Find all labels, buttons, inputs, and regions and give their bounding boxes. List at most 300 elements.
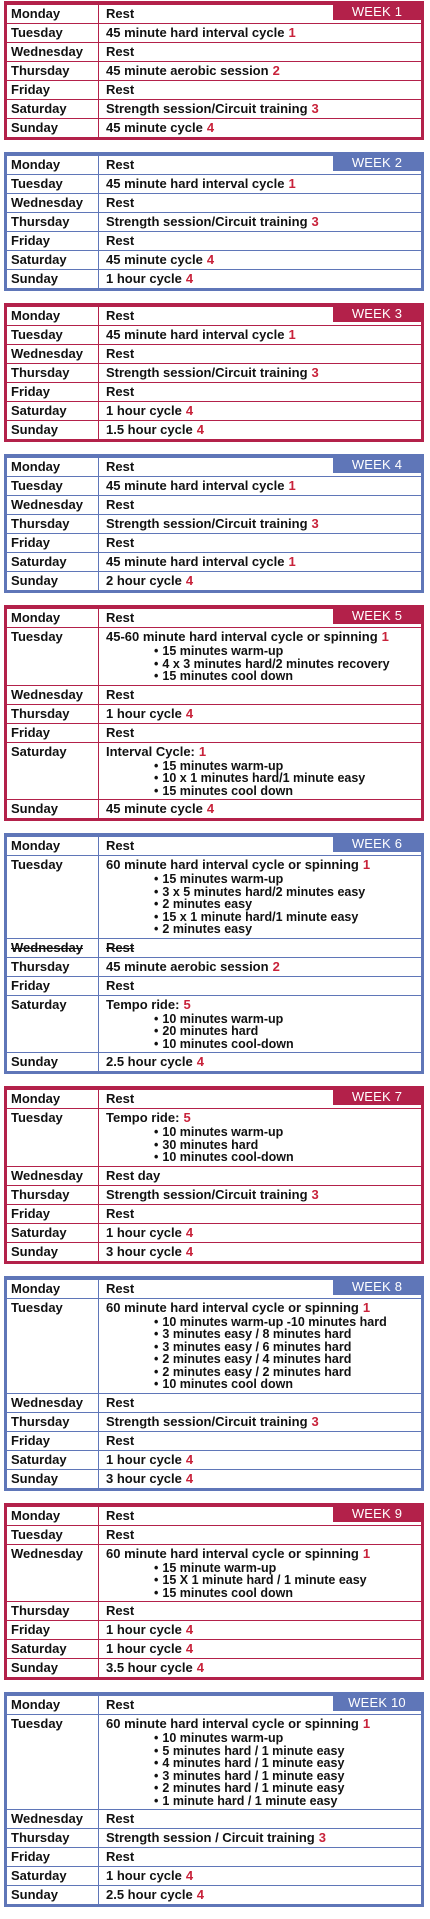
activity-text: Strength session/Circuit training (106, 1186, 308, 1202)
activity-text: Rest (106, 1205, 135, 1221)
day-name: Sunday (7, 1886, 99, 1904)
interval-list (106, 1732, 414, 1807)
session-type-number: 4 (206, 801, 215, 816)
day-name: Saturday (7, 1224, 99, 1242)
day-row (7, 533, 421, 552)
week-panel (4, 1503, 424, 1681)
session-type-number: 4 (185, 1451, 194, 1467)
activity-cell (99, 1470, 421, 1488)
day-row (7, 627, 421, 685)
interval-item: • 10 minutes warm-up (154, 1126, 414, 1139)
session-type-number: 3 (318, 1830, 326, 1845)
activity-text: 45 minute cycle (106, 252, 203, 267)
activity-text: Rest (106, 724, 135, 740)
activity-cell (99, 977, 421, 995)
activity-cell (99, 383, 421, 401)
activity-cell (99, 1413, 421, 1431)
interval-item: • 2 minutes hard / 1 minute easy (154, 1782, 414, 1795)
activity-cell (99, 686, 421, 704)
interval-item: • 2 minutes easy (154, 923, 414, 936)
activity-cell (99, 1848, 421, 1866)
activity-cell (99, 800, 421, 818)
interval-item: • 3 minutes easy / 8 minutes hard (154, 1328, 414, 1341)
activity-text: Rest (106, 1811, 135, 1826)
day-name: Thursday (7, 705, 99, 723)
week-badge: WEEK 9 (333, 1506, 421, 1522)
activity-text: 60 minute hard interval cycle or spinning (106, 1716, 359, 1731)
activity-text: Rest (106, 535, 135, 550)
day-row (7, 401, 421, 420)
day-name: Wednesday (7, 686, 99, 704)
day-row (7, 1828, 421, 1847)
activity-cell (99, 100, 421, 118)
activity-cell (99, 270, 421, 288)
session-type-number: 4 (185, 1243, 194, 1259)
day-name: Monday (7, 1696, 99, 1714)
session-type-number: 4 (196, 1054, 204, 1069)
activity-text: 1 hour cycle (106, 1641, 182, 1656)
day-name: Wednesday (7, 1810, 99, 1828)
day-name: Saturday (7, 251, 99, 269)
day-row (7, 42, 421, 61)
activity-text: 60 minute hard interval cycle or spinning (106, 857, 359, 872)
session-type-number: 2 (272, 958, 280, 974)
activity-text: Interval Cycle: (106, 743, 195, 759)
activity-text: 45 minute hard interval cycle (106, 327, 285, 342)
activity-text: Rest (106, 195, 135, 210)
session-type-number: 3 (311, 101, 319, 116)
activity-cell (99, 1432, 421, 1450)
day-row (7, 1185, 421, 1204)
day-name: Saturday (7, 1640, 99, 1658)
activity-cell (99, 1243, 421, 1261)
day-name: Monday (7, 5, 99, 23)
week-badge: WEEK 3 (333, 306, 421, 322)
interval-item: • 3 minutes hard / 1 minute easy (154, 1770, 414, 1783)
session-type-number: 4 (185, 403, 194, 418)
week-badge: WEEK 6 (333, 836, 421, 852)
interval-item: • 15 x 1 minute hard/1 minute easy (154, 911, 414, 924)
activity-text: Strength session/Circuit training (106, 101, 308, 116)
day-row (7, 1223, 421, 1242)
session-type-number: 3 (311, 516, 319, 531)
interval-list (106, 1316, 414, 1391)
activity-cell (99, 345, 421, 363)
day-name: Saturday (7, 553, 99, 571)
interval-item: • 3 minutes easy / 6 minutes hard (154, 1341, 414, 1354)
day-row (7, 269, 421, 288)
activity-cell (99, 1640, 421, 1658)
activity-cell (99, 213, 421, 231)
day-name: Tuesday (7, 1299, 99, 1393)
day-row (7, 1885, 421, 1904)
day-name: Friday (7, 534, 99, 552)
activity-cell (99, 232, 421, 250)
day-name: Monday (7, 837, 99, 855)
interval-list (106, 1126, 414, 1164)
activity-cell (99, 251, 421, 269)
activity-cell (99, 1545, 421, 1602)
day-row (7, 704, 421, 723)
day-row (7, 344, 421, 363)
day-row (7, 420, 421, 439)
session-type-number: 1 (288, 176, 296, 191)
activity-text: Rest (106, 82, 135, 97)
day-row (7, 1525, 421, 1544)
interval-list (106, 873, 414, 936)
session-type-number: 3 (311, 214, 319, 229)
activity-text: Rest (106, 939, 135, 955)
day-name: Sunday (7, 1243, 99, 1261)
day-name: Saturday (7, 100, 99, 118)
day-name: Saturday (7, 1451, 99, 1469)
day-name: Friday (7, 724, 99, 742)
day-row (7, 250, 421, 269)
day-name: Wednesday (7, 1394, 99, 1412)
interval-item: • 2 minutes easy / 2 minutes hard (154, 1366, 414, 1379)
week-badge: WEEK 5 (333, 608, 421, 624)
week-panel (4, 454, 424, 593)
activity-text: Tempo ride: (106, 996, 180, 1012)
activity-text: 1 hour cycle (106, 1622, 182, 1637)
day-name: Saturday (7, 996, 99, 1053)
activity-cell (99, 1394, 421, 1412)
session-type-number: 3 (311, 1186, 319, 1202)
activity-cell (99, 705, 421, 723)
activity-text: Rest (106, 1091, 135, 1106)
activity-cell (99, 1186, 421, 1204)
activity-cell (99, 996, 421, 1053)
interval-item: • 15 minutes cool down (154, 1587, 414, 1600)
activity-text: Rest (106, 1526, 135, 1542)
day-name: Thursday (7, 364, 99, 382)
week-badge: WEEK 8 (333, 1279, 421, 1295)
interval-item: • 4 minutes hard / 1 minute easy (154, 1757, 414, 1770)
activity-cell (99, 1526, 421, 1544)
session-type-number: 4 (185, 1641, 194, 1656)
activity-text: Rest (106, 1280, 135, 1296)
activity-text: Rest (106, 1507, 135, 1523)
day-row (7, 325, 421, 344)
week-badge: WEEK 4 (333, 457, 421, 473)
week-badge: WEEK 2 (333, 155, 421, 171)
day-row (7, 80, 421, 99)
day-row (7, 799, 421, 818)
activity-text: Strength session/Circuit training (106, 214, 308, 229)
session-type-number: 1 (198, 743, 207, 759)
activity-text: 3 hour cycle (106, 1243, 182, 1259)
session-type-number: 1 (362, 1299, 371, 1315)
day-row (7, 1052, 421, 1071)
session-type-number: 1 (288, 554, 296, 569)
activity-text: Strength session / Circuit training (106, 1830, 315, 1845)
activity-text: Rest (106, 610, 135, 625)
day-row (7, 1847, 421, 1866)
day-name: Wednesday (7, 939, 99, 957)
session-type-number: 3 (311, 365, 319, 380)
session-type-number: 4 (185, 1224, 194, 1240)
activity-cell (99, 1810, 421, 1828)
activity-text: Rest (106, 977, 135, 993)
activity-text: 1 hour cycle (106, 271, 182, 286)
day-name: Sunday (7, 800, 99, 818)
activity-text: Rest (106, 44, 135, 59)
day-name: Tuesday (7, 1526, 99, 1544)
activity-text: 45 minute cycle (106, 120, 203, 135)
activity-cell (99, 194, 421, 212)
day-row (7, 1544, 421, 1602)
activity-text: Rest (106, 233, 135, 248)
day-name: Monday (7, 156, 99, 174)
day-name: Friday (7, 232, 99, 250)
session-type-number: 4 (196, 1660, 204, 1675)
session-type-number: 4 (185, 573, 194, 588)
activity-text: 45 minute hard interval cycle (106, 554, 285, 569)
activity-cell (99, 1053, 421, 1071)
day-row (7, 1658, 421, 1677)
day-row (7, 514, 421, 533)
day-row (7, 61, 421, 80)
day-name: Monday (7, 609, 99, 627)
day-name: Friday (7, 977, 99, 995)
day-name: Thursday (7, 515, 99, 533)
day-row (7, 957, 421, 976)
activity-text: 60 minute hard interval cycle or spinning (106, 1545, 359, 1561)
session-type-number: 1 (288, 478, 296, 493)
activity-text: Rest (106, 6, 135, 21)
interval-item: • 2 minutes easy / 4 minutes hard (154, 1353, 414, 1366)
day-row (7, 382, 421, 401)
session-type-number: 1 (362, 1545, 371, 1561)
week-badge: WEEK 10 (333, 1695, 421, 1711)
day-name: Thursday (7, 62, 99, 80)
activity-cell (99, 1205, 421, 1223)
activity-cell (99, 1886, 421, 1904)
day-row (7, 476, 421, 495)
week-panel (4, 833, 424, 1074)
day-name: Tuesday (7, 326, 99, 344)
day-row (7, 1412, 421, 1431)
interval-list (106, 645, 414, 683)
session-type-number: 1 (288, 327, 296, 342)
day-row (7, 1298, 421, 1393)
activity-text: Rest (106, 1697, 135, 1712)
day-row (7, 995, 421, 1053)
day-name: Sunday (7, 119, 99, 137)
activity-text: Rest (106, 157, 135, 172)
day-row (7, 1242, 421, 1261)
activity-cell (99, 939, 421, 957)
activity-text: Rest (106, 1849, 135, 1864)
week-panel (4, 605, 424, 821)
day-name: Friday (7, 1205, 99, 1223)
activity-cell (99, 402, 421, 420)
session-type-number: 1 (381, 629, 389, 644)
day-row (7, 363, 421, 382)
day-row (7, 1166, 421, 1185)
day-name: Friday (7, 383, 99, 401)
activity-cell (99, 553, 421, 571)
interval-item: • 3 x 5 minutes hard/2 minutes easy (154, 886, 414, 899)
interval-item: • 10 minutes warm-up -10 minutes hard (154, 1316, 414, 1329)
day-row (7, 1204, 421, 1223)
day-name: Thursday (7, 213, 99, 231)
day-name: Tuesday (7, 1715, 99, 1809)
day-row (7, 685, 421, 704)
activity-cell (99, 62, 421, 80)
activity-cell (99, 572, 421, 590)
day-row (7, 193, 421, 212)
activity-cell (99, 119, 421, 137)
session-type-number: 4 (185, 1868, 194, 1883)
day-name: Saturday (7, 1867, 99, 1885)
day-row (7, 118, 421, 137)
activity-text: 1 hour cycle (106, 403, 182, 418)
day-name: Thursday (7, 1602, 99, 1620)
activity-cell (99, 1451, 421, 1469)
activity-text: 3 hour cycle (106, 1470, 182, 1486)
activity-cell (99, 1109, 421, 1166)
activity-cell (99, 364, 421, 382)
day-row (7, 938, 421, 957)
activity-text: 45 minute aerobic session (106, 958, 269, 974)
day-row (7, 212, 421, 231)
day-row (7, 231, 421, 250)
activity-text: Rest (106, 384, 135, 399)
interval-item: • 10 minutes cool-down (154, 1151, 414, 1164)
activity-text: Rest (106, 459, 135, 474)
interval-item: • 15 minutes warm-up (154, 873, 414, 886)
interval-item: • 4 x 3 minutes hard/2 minutes recovery (154, 658, 414, 671)
activity-text: Rest (106, 346, 135, 361)
day-name: Tuesday (7, 1109, 99, 1166)
session-type-number: 4 (185, 271, 194, 286)
session-type-number: 5 (183, 996, 191, 1012)
interval-list (106, 1562, 414, 1600)
day-row (7, 742, 421, 800)
activity-text: Strength session/Circuit training (106, 365, 308, 380)
session-type-number: 4 (206, 120, 215, 135)
session-type-number: 4 (206, 252, 215, 267)
day-name: Wednesday (7, 194, 99, 212)
activity-text: 45 minute aerobic session (106, 63, 269, 78)
day-name: Sunday (7, 572, 99, 590)
activity-text: 1 hour cycle (106, 1868, 182, 1883)
activity-text: 45-60 minute hard interval cycle or spinning (106, 629, 378, 644)
activity-text: Rest (106, 1603, 135, 1618)
day-name: Tuesday (7, 856, 99, 938)
day-row (7, 723, 421, 742)
activity-text: Rest (106, 1394, 135, 1410)
day-name: Tuesday (7, 24, 99, 42)
activity-cell (99, 1621, 421, 1639)
day-name: Friday (7, 81, 99, 99)
day-row (7, 174, 421, 193)
day-name: Thursday (7, 1186, 99, 1204)
session-type-number: 2 (272, 63, 280, 78)
activity-text: 2.5 hour cycle (106, 1887, 193, 1902)
day-name: Tuesday (7, 477, 99, 495)
activity-cell (99, 1867, 421, 1885)
activity-cell (99, 81, 421, 99)
day-name: Tuesday (7, 628, 99, 685)
week-panel (4, 1086, 424, 1264)
interval-item: • 10 minutes warm-up (154, 1013, 414, 1026)
session-type-number: 1 (288, 25, 296, 40)
day-row (7, 1639, 421, 1658)
session-type-number: 4 (185, 1470, 194, 1486)
session-type-number: 1 (362, 857, 371, 872)
day-row (7, 23, 421, 42)
day-row (7, 1714, 421, 1809)
day-name: Saturday (7, 743, 99, 800)
day-name: Friday (7, 1848, 99, 1866)
week-panel (4, 1, 424, 140)
interval-item: • 10 minutes cool down (154, 1378, 414, 1391)
activity-cell (99, 175, 421, 193)
interval-item: • 20 minutes hard (154, 1025, 414, 1038)
activity-cell (99, 496, 421, 514)
activity-cell (99, 724, 421, 742)
day-name: Thursday (7, 1413, 99, 1431)
day-row (7, 99, 421, 118)
week-panel (4, 1692, 424, 1907)
activity-text: 45 minute hard interval cycle (106, 176, 285, 191)
day-row (7, 1393, 421, 1412)
interval-item: • 15 minutes cool down (154, 670, 414, 683)
day-name: Wednesday (7, 43, 99, 61)
week-panel (4, 303, 424, 442)
day-name: Sunday (7, 270, 99, 288)
day-row (7, 1469, 421, 1488)
interval-item: • 2 minutes easy (154, 898, 414, 911)
interval-item: • 10 minutes warm-up (154, 1732, 414, 1745)
activity-text: Rest day (106, 1167, 161, 1183)
interval-list (106, 760, 414, 798)
day-name: Wednesday (7, 1545, 99, 1602)
activity-cell (99, 515, 421, 533)
activity-text: Strength session/Circuit training (106, 1413, 308, 1429)
day-name: Monday (7, 1507, 99, 1525)
interval-item: • 15 minutes warm-up (154, 760, 414, 773)
day-row (7, 1866, 421, 1885)
activity-cell (99, 1602, 421, 1620)
activity-cell (99, 1659, 421, 1677)
day-name: Monday (7, 1090, 99, 1108)
week-panel (4, 152, 424, 291)
interval-item: • 15 minutes cool down (154, 785, 414, 798)
day-name: Friday (7, 1621, 99, 1639)
activity-cell (99, 477, 421, 495)
session-type-number: 3 (311, 1413, 319, 1429)
activity-text: 60 minute hard interval cycle or spinning (106, 1299, 359, 1315)
activity-text: 2 hour cycle (106, 573, 182, 588)
day-name: Sunday (7, 421, 99, 439)
activity-text: 1.5 hour cycle (106, 422, 193, 437)
day-row (7, 1108, 421, 1166)
session-type-number: 1 (362, 1716, 371, 1731)
activity-text: Strength session/Circuit training (106, 516, 308, 531)
activity-cell (99, 326, 421, 344)
activity-cell (99, 1167, 421, 1185)
day-row (7, 495, 421, 514)
day-name: Wednesday (7, 345, 99, 363)
day-row (7, 855, 421, 938)
activity-cell (99, 1224, 421, 1242)
activity-cell (99, 534, 421, 552)
interval-item: • 15 minutes warm-up (154, 645, 414, 658)
activity-cell (99, 1715, 421, 1809)
